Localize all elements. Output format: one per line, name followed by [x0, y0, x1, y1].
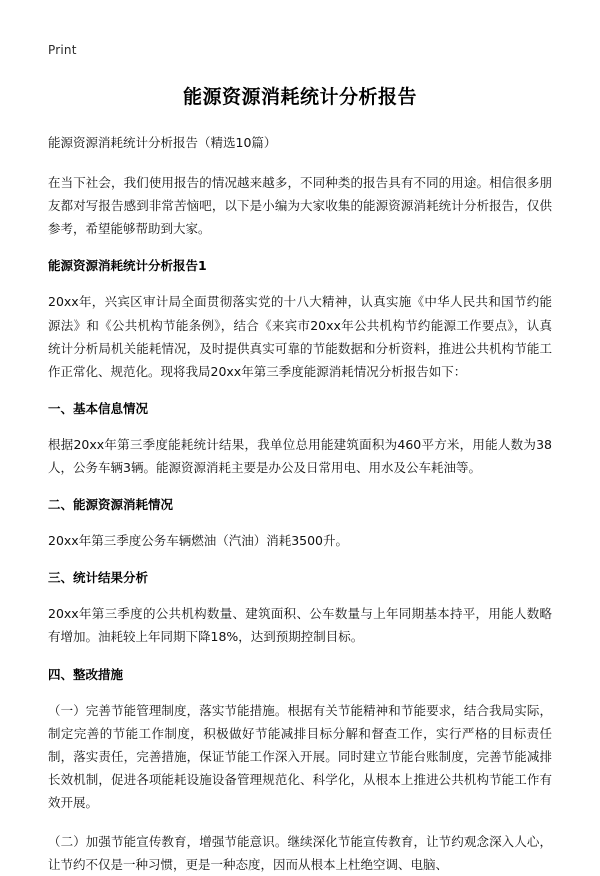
section-2-paragraph-1: 根据20xx年第三季度能耗统计结果，我单位总用能建筑面积为460平方米，用能人数为38人，公务车辆3辆。能源资源消耗主要是办公及日常用电、用水及公车耗油等。 [48, 436, 552, 475]
section-heading-2: 一、基本信息情况 [48, 400, 149, 416]
section-heading-1: 能源资源消耗统计分析报告1 [48, 258, 207, 274]
print-button[interactable]: Print [48, 43, 77, 57]
section-5-paragraph-1: （一）完善节能管理制度，落实节能措施。根据有关节能精神和节能要求，结合我局实际，制定完善的节能工作制度，积极做好节能减排目标分解和督查工作，实行严格的目标责任制，落实责任，完善措施，保证节能工作深入开展。同时建立节能台账制度，完善节能减排长效机制，促进各项能耗设施设备管理规范化、科学化，从根本上推进公共机构节能工作有效开展。 [48, 702, 552, 810]
section-heading-3: 二、能源资源消耗情况 [48, 497, 174, 513]
section-heading-5: 四、整改措施 [48, 666, 124, 682]
document-subtitle: 能源资源消耗统计分析报告（精选10篇） [48, 135, 277, 150]
section-1-paragraph-1: 20xx年，兴宾区审计局全面贯彻落实党的十八大精神，认真实施《中华人民共和国节约能源法》和《公共机构节能条例》，结合《来宾市20xx年公共机构节约能源工作要点》，认真统计分析局机关能耗情况，及时提供真实可靠的节能数据和分析资料，推进公共机构节能工作正常化、规范化。现将我局20xx年第三季度能源消耗情况分析报告如下： [48, 294, 552, 379]
section-5-paragraph-2: （二）加强节能宣传教育，增强节能意识。继续深化节能宣传教育，让节约观念深入人心，让节约不仅是一种习惯，更是一种态度，因而从根本上杜绝空调、电脑、 [48, 834, 552, 873]
intro-paragraph: 在当下社会，我们使用报告的情况越来越多，不同种类的报告具有不同的用途。相信很多朋友都对写报告感到非常苦恼吧，以下是小编为大家收集的能源资源消耗统计分析报告，仅供参考，希望能够帮助到大家。 [48, 175, 552, 237]
section-4-paragraph-1: 20xx年第三季度的公共机构数量、建筑面积、公车数量与上年同期基本持平，用能人数略有增加。油耗较上年同期下降18%，达到预期控制目标。 [48, 606, 552, 645]
section-3-paragraph-1: 20xx年第三季度公务车辆燃油（汽油）消耗3500升。 [48, 533, 349, 549]
page-title: 能源资源消耗统计分析报告 [182, 86, 417, 108]
section-heading-4: 三、统计结果分析 [48, 570, 149, 586]
